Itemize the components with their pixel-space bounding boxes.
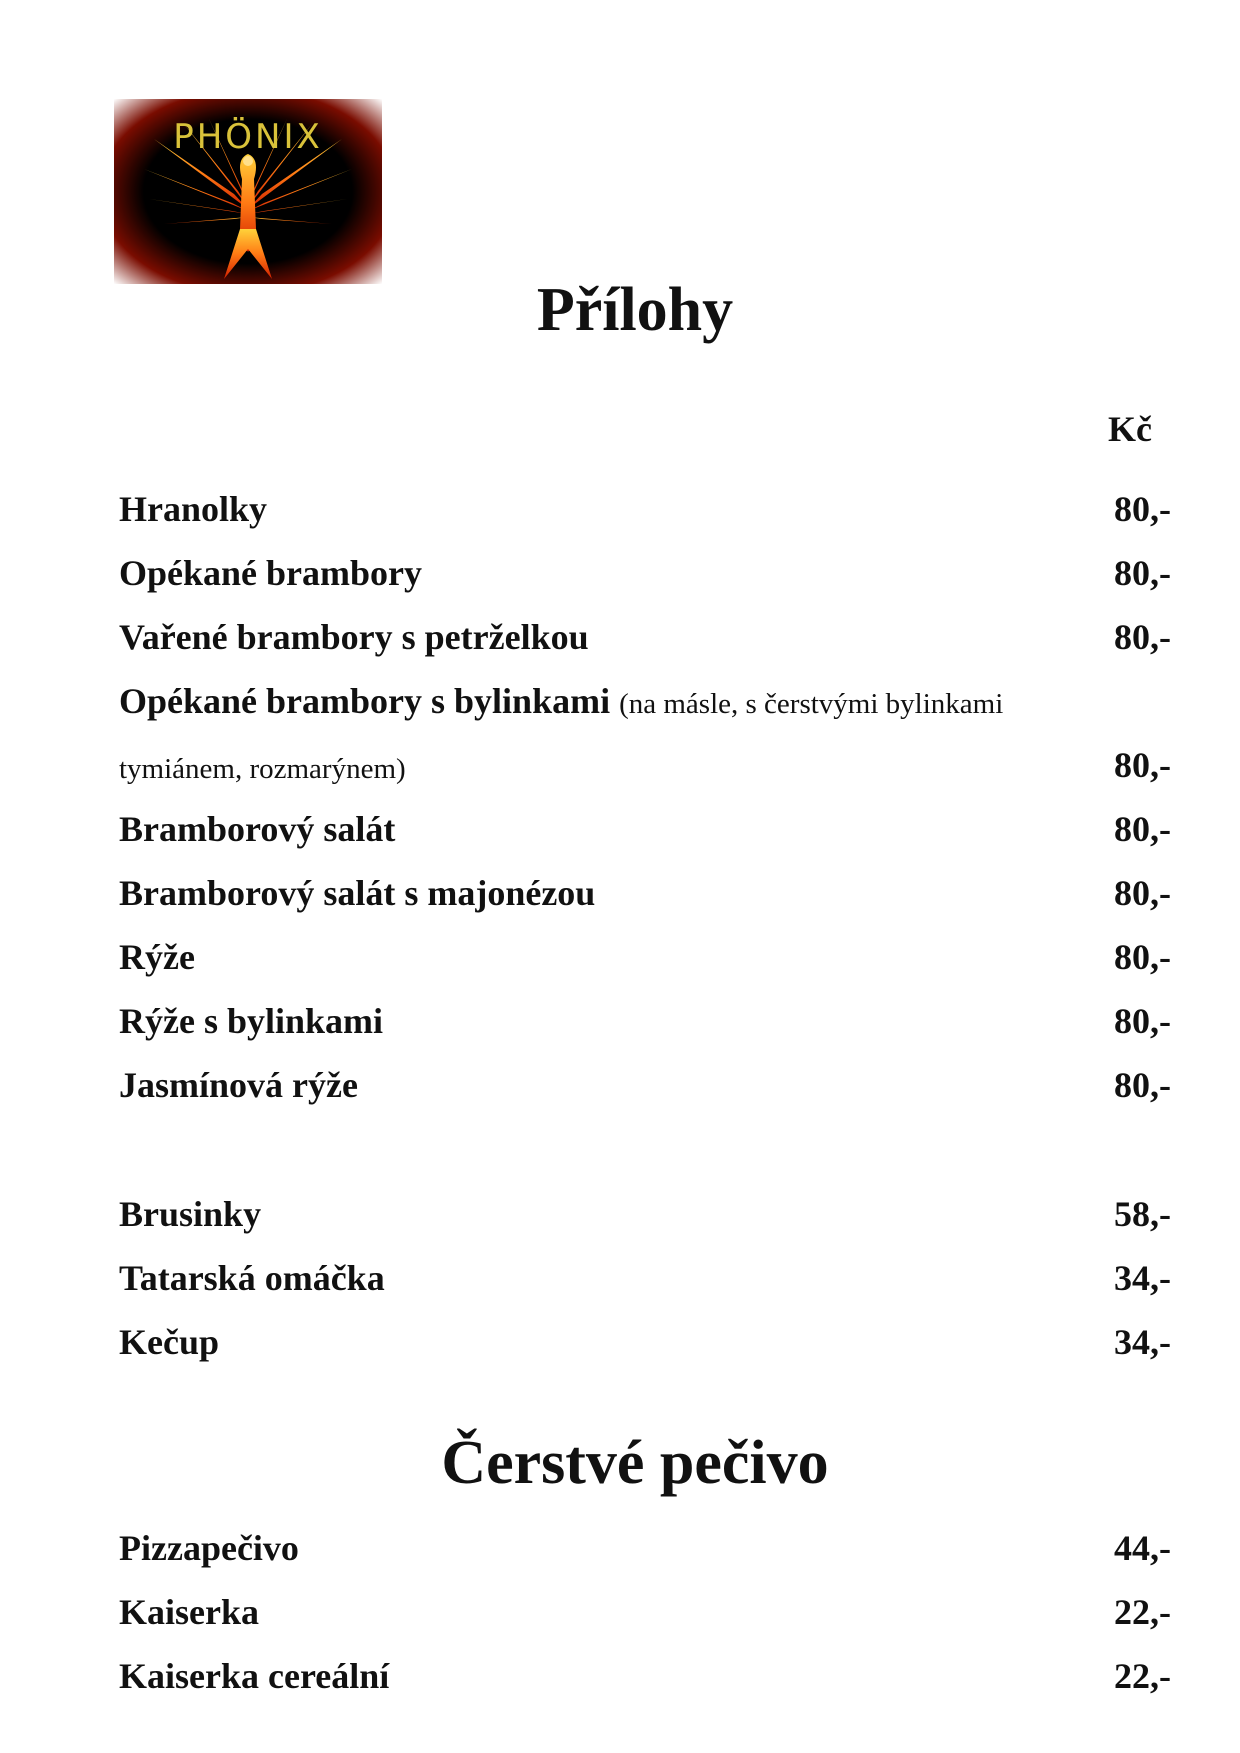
item-name: Rýže [119,937,195,977]
currency-label: Kč [1108,409,1152,449]
item-name: Brusinky [119,1194,262,1234]
item-name: Opékané brambory s bylinkami [119,681,611,721]
item-name: Kečup [119,1322,220,1362]
item-price: 34,- [1114,1258,1171,1298]
menu-item [119,1645,1171,1697]
item-price: 80,- [1114,1001,1171,1041]
menu-item [119,798,1171,850]
menu-item [119,542,1171,594]
item-name: Kaiserka cereální [119,1656,390,1696]
item-name: Rýže s bylinkami [119,1001,384,1041]
item-price: 80,- [1114,873,1171,913]
item-name: Hranolky [119,489,268,529]
menu-item-continuation [119,734,1171,786]
menu-item [119,862,1171,914]
item-price: 80,- [1114,937,1171,977]
item-name: Bramborový salát s majonézou [119,873,596,913]
item-price: 58,- [1114,1194,1171,1234]
item-price: 80,- [1114,1065,1171,1105]
item-price: 44,- [1114,1528,1171,1568]
menu-item [119,670,1171,722]
item-name-with-note [119,680,1003,722]
menu-item [119,990,1171,1042]
logo-text: PHÖNIX [173,117,323,157]
menu-item [119,926,1171,978]
item-price: 80,- [1114,745,1171,785]
menu-item [119,1183,1171,1235]
item-name: Bramborový salát [119,809,396,849]
menu-item [119,1054,1171,1106]
section-title-pecivo: Čerstvé pečivo [441,1429,829,1497]
item-name: Tatarská omáčka [119,1258,385,1298]
menu-item [119,606,1171,658]
item-price: 80,- [1114,553,1171,593]
item-name: Kaiserka [119,1592,259,1632]
item-price: 80,- [1114,489,1171,529]
item-name: Pizzapečivo [119,1528,299,1568]
section-title-prilohy: Přílohy [536,276,734,344]
menu-item [119,1247,1171,1299]
item-note: (na másle, s čerstvými bylinkami [619,688,1004,720]
item-price: 22,- [1114,1656,1171,1696]
item-note-continued: tymiánem, rozmarýnem) [119,753,406,785]
menu-item [119,1311,1171,1363]
item-name: Opékané brambory [119,553,423,593]
item-name: Vařené brambory s petrželkou [119,617,589,657]
menu-item [119,1581,1171,1633]
item-price: 22,- [1114,1592,1171,1632]
item-price: 34,- [1114,1322,1171,1362]
menu-item [119,478,1171,530]
menu-item [119,1517,1171,1569]
phoenix-logo [114,99,382,284]
item-name: Jasmínová rýže [119,1065,358,1105]
item-price: 80,- [1114,617,1171,657]
item-price: 80,- [1114,809,1171,849]
